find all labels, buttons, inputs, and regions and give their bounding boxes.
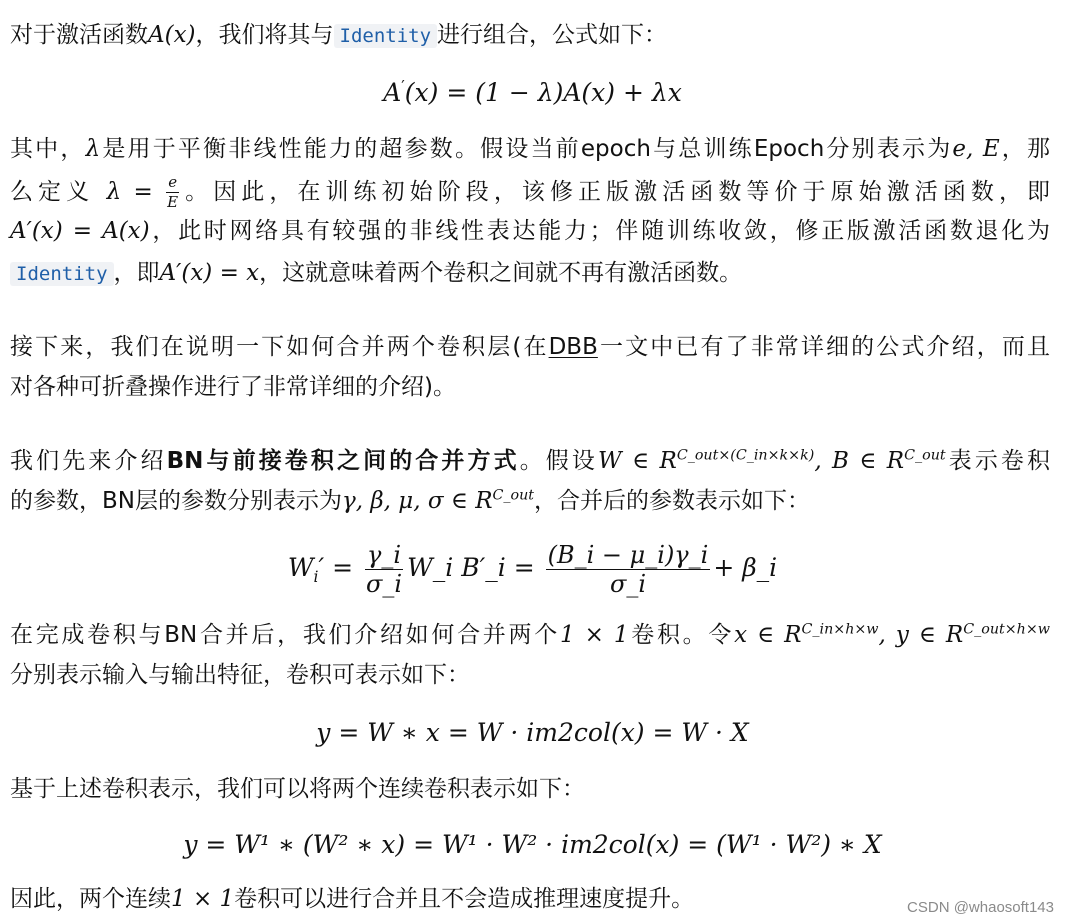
paragraph-lambda-line2: 么定义 λ = $\frac{e}{E}$ 。因此，在训练初始阶段，该修正版激活函数等价于原始激活函数，即 [10, 173, 1051, 211]
equation-activation: A′(x) = (1 − λ)A(x) + λx [383, 77, 682, 107]
dbb-link[interactable]: DBB [548, 334, 598, 360]
fraction-e-over-E: $\frac{e}{E}$ [167, 173, 179, 211]
equation-two-conv: y = W¹ ∗ (W² ∗ x) = W¹ · W² · im2col(x) = (W¹ · W²) ∗ X [183, 830, 882, 859]
paragraph-1x1-line1: 在完成卷积与BN合并后，我们介绍如何合并两个1 × 1卷积。令x ∈ $R^{C\_in\times h\times w}$, y ∈ $R^{C\_out\times h\times w}$ [10, 621, 1051, 648]
paragraph-lambda-line4: Identity ，即A′(x) = x，这就意味着两个卷积之间就不再有激活函数。 [10, 258, 742, 289]
paragraph-1x1-line2: 分别表示输入与输出特征，卷积可表示如下： [10, 662, 470, 688]
paragraph-two-conv: 基于上述卷积表示，我们可以将两个连续卷积表示如下： [10, 776, 585, 802]
csdn-watermark: CSDN @whaosoft143 [907, 899, 1054, 916]
inline-math: A(x) [148, 22, 196, 48]
inline-code-identity: Identity [334, 24, 438, 48]
paragraph-intro: 对于激活函数A(x)，我们将其与 Identity 进行组合，公式如下： [10, 22, 668, 48]
paragraph-merge-intro-line1: 接下来，我们在说明一下如何合并两个卷积层(在DBB一文中已有了非常详细的公式介绍，而且 [10, 334, 1050, 360]
equation-conv: y = W ∗ x = W · im2col(x) = W · X [316, 718, 749, 747]
paragraph-merge-intro-line2: 对各种可折叠操作进行了非常详细的介绍)。 [10, 374, 456, 400]
equation-bn-fuse: $W_i'$ = $\frac{\gamma\_i}{\sigma\_i}$ W_i B′_i = $\frac{(B\_i - \mu\_i)\gamma\_i}{\sigma\_i}$ + β_i [287, 541, 778, 598]
paragraph-bn-line2: 的参数，BN层的参数分别表示为γ, β, μ, σ ∈ $R^{C\_out}$，合并后的参数表示如下： [10, 487, 811, 514]
paragraph-lambda-line1: 其中，λ是用于平衡非线性能力的超参数。假设当前epoch与总训练Epoch分别表示为e, E，那 [10, 136, 1050, 162]
paragraph-bn-line1: 我们先来介绍BN与前接卷积之间的合并方式。假设W ∈ $R^{C\_out\times(C\_in\times k\times k)}$, B ∈ $R^{C\_out}$表示卷积 [10, 447, 1051, 474]
paragraph-lambda-line3: A′(x) = A(x)，此时网络具有较强的非线性表达能力；伴随训练收敛，修正版激活函数退化为 [10, 218, 1051, 244]
inline-code-identity: Identity [10, 262, 114, 286]
paragraph-conclusion: 因此，两个连续1 × 1卷积可以进行合并且不会造成推理速度提升。 [10, 886, 695, 912]
